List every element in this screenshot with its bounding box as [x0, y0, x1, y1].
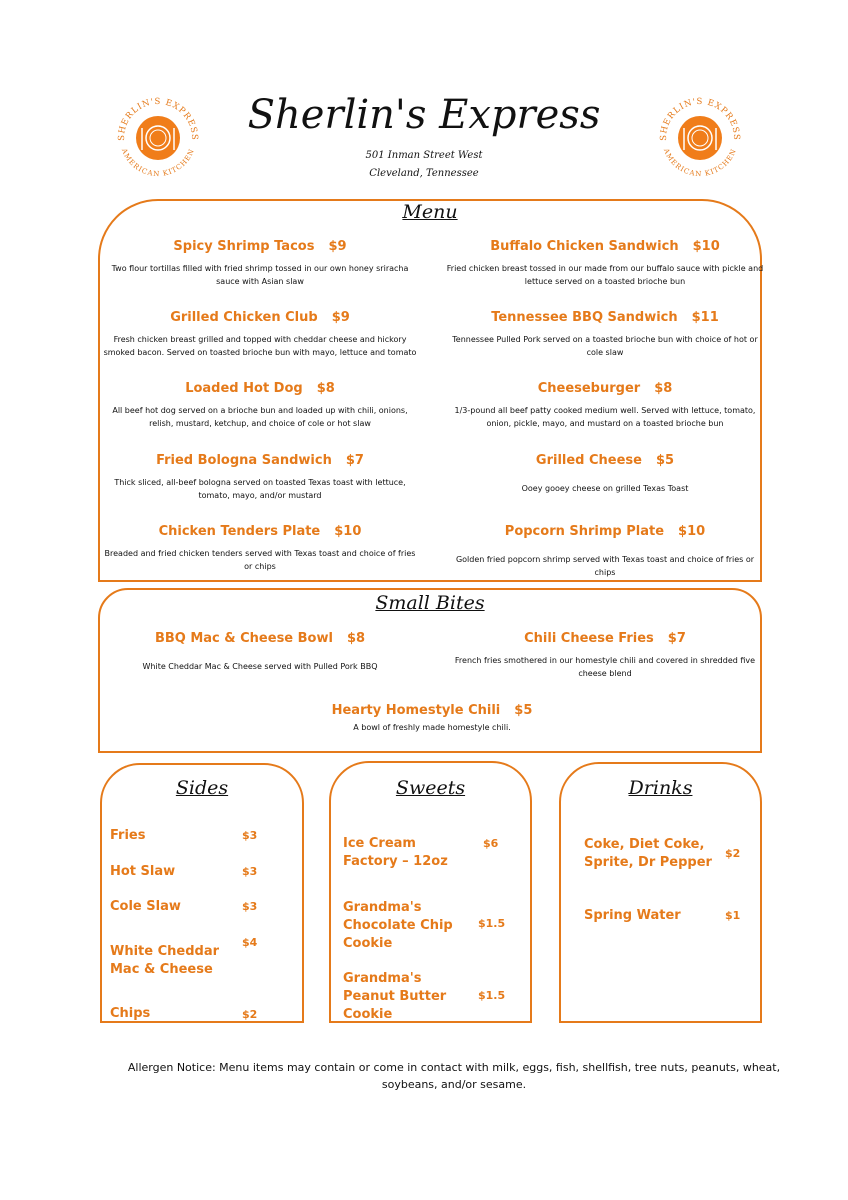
- item-price: $5: [514, 703, 533, 718]
- menu-item: [445, 239, 765, 288]
- logo-bottom-text: AMERICAN KITCHEN: [661, 147, 739, 179]
- side-item-price: $3: [242, 829, 258, 842]
- sweet-item-name: Grandma's Peanut Butter Cookie: [343, 971, 447, 1022]
- menu-item: [100, 310, 420, 359]
- drink-item-name: Spring Water: [584, 908, 681, 923]
- restaurant-title: Sherlin's Express: [247, 92, 601, 138]
- menu-item: [100, 631, 420, 673]
- menu-item-name-line: [100, 310, 420, 325]
- item-price: $10: [678, 524, 706, 539]
- item-description: Two flour tortillas filled with fried shrimp tossed in our own honey sriracha sauce with Asian slaw: [111, 264, 409, 286]
- menu-item: [100, 239, 420, 288]
- item-description: White Cheddar Mac & Cheese served with Pulled Pork BBQ: [142, 662, 378, 671]
- item-description: Tennessee Pulled Pork served on a toasted brioche bun with choice of hot or cole slaw: [452, 335, 758, 357]
- item-price: $10: [692, 239, 720, 254]
- menu-item: [100, 381, 420, 430]
- item-price: $8: [346, 631, 366, 646]
- item-price: $7: [667, 631, 686, 646]
- menu-item-name-line: [100, 381, 420, 396]
- item-name: Tennessee BBQ Sandwich: [491, 310, 678, 325]
- item-price: $11: [691, 310, 719, 325]
- item-price: $5: [656, 453, 675, 468]
- address-line-1: 501 Inman Street West: [365, 150, 483, 161]
- logo-bottom-text: AMERICAN KITCHEN: [119, 147, 197, 179]
- menu-item: [445, 381, 765, 430]
- side-item-name: Fries: [110, 828, 146, 843]
- side-item-price: $3: [242, 865, 258, 878]
- item-description: Fresh chicken breast grilled and topped with cheddar cheese and hickory smoked bacon. Served on toasted brioche bun with mayo, lettuce and tomato: [103, 335, 417, 357]
- menu-item-name-line: [100, 239, 420, 254]
- item-description: Golden fried popcorn shrimp served with Texas toast and choice of fries or chips: [455, 555, 755, 577]
- item-description: Thick sliced, all-beef bologna served on toasted Texas toast with lettuce, tomato, mayo, and/or mustard: [114, 478, 406, 500]
- sweet-item-price: $1.5: [478, 917, 506, 930]
- item-price: $8: [316, 381, 335, 396]
- item-name: Fried Bologna Sandwich: [156, 453, 332, 468]
- side-item-name: Chips: [110, 1006, 151, 1021]
- sweets-section: [329, 761, 532, 1023]
- item-description: French fries smothered in our homestyle chili and covered in shredded five cheese blend: [454, 656, 756, 678]
- menu-item: [100, 703, 764, 734]
- menu-item: [445, 310, 765, 359]
- drink-item-price: $1: [725, 909, 741, 922]
- item-name: Spicy Shrimp Tacos: [173, 239, 315, 254]
- menu-item: [445, 524, 765, 579]
- sweet-item-name: Grandma's Chocolate Chip Cookie: [343, 900, 453, 951]
- side-item-name: White Cheddar Mac & Cheese: [110, 944, 220, 977]
- menu-item-name-line: [100, 524, 420, 539]
- item-name: Buffalo Chicken Sandwich: [490, 239, 679, 254]
- small-bites-title: Small Bites: [375, 592, 485, 614]
- item-description: A bowl of freshly made homestyle chili.: [353, 723, 511, 732]
- item-price: $10: [334, 524, 362, 539]
- item-description: All beef hot dog served on a brioche bun and loaded up with chili, onions, relish, mustard, ketchup, and choice of cole or hot slaw: [112, 406, 408, 428]
- menu-item-name-line: [445, 631, 765, 646]
- item-description: Ooey gooey cheese on grilled Texas Toast: [521, 484, 689, 493]
- menu-section: [98, 199, 762, 582]
- item-price: $7: [345, 453, 364, 468]
- menu-section-title: Menu: [402, 201, 458, 223]
- sweet-item-name: Ice Cream Factory – 12oz: [343, 836, 448, 869]
- item-description: Breaded and fried chicken tenders served with Texas toast and choice of fries or chips: [104, 549, 416, 571]
- side-item-price: $2: [242, 1008, 258, 1021]
- menu-item-name-line: [445, 524, 765, 539]
- allergen-notice: Allergen Notice: Menu items may contain or come in contact with milk, eggs, fish, shellfish, tree nuts, peanuts, wheat, soybeans, and/or sesame.: [127, 1061, 781, 1091]
- sides-section: [100, 763, 304, 1023]
- item-name: Grilled Chicken Club: [170, 310, 318, 325]
- side-item-price: $3: [242, 900, 258, 913]
- menu-item-name-line: [445, 239, 765, 254]
- item-price: $9: [328, 239, 347, 254]
- logo-top-text: SHERLIN'S EXPRESS: [116, 97, 200, 141]
- item-name: Chili Cheese Fries: [524, 631, 654, 646]
- sweets-title: Sweets: [395, 777, 466, 799]
- menu-item-name-line: [445, 453, 765, 468]
- address-line-2: Cleveland, Tennessee: [369, 168, 479, 179]
- menu-item: [445, 453, 765, 495]
- small-bites-section: [98, 588, 762, 753]
- sweet-item-price: $1.5: [478, 989, 506, 1002]
- menu-item: [445, 631, 765, 680]
- item-name: Loaded Hot Dog: [185, 381, 303, 396]
- logo-top-text: SHERLIN'S EXPRESS: [658, 97, 742, 141]
- drink-item-price: $2: [725, 847, 741, 860]
- side-item-name: Hot Slaw: [110, 864, 176, 879]
- item-name: Grilled Cheese: [535, 453, 642, 468]
- menu-item: [100, 524, 420, 573]
- drink-item-name: Coke, Diet Coke, Sprite, Dr Pepper: [584, 837, 712, 870]
- item-name: Popcorn Shrimp Plate: [504, 524, 665, 539]
- side-item-name: Cole Slaw: [110, 899, 181, 914]
- side-item-price: $4: [242, 936, 258, 949]
- item-name: Cheeseburger: [537, 381, 641, 396]
- item-price: $8: [654, 381, 673, 396]
- menu-item-name-line: [100, 703, 764, 718]
- item-name: BBQ Mac & Cheese Bowl: [154, 631, 333, 646]
- item-name: Chicken Tenders Plate: [158, 524, 321, 539]
- item-description: 1/3-pound all beef patty cooked medium well. Served with lettuce, tomato, onion, pickle, mayo, and mustard on a toasted brioche bun: [454, 406, 756, 428]
- menu-item-name-line: [445, 310, 765, 325]
- menu-item-name-line: [100, 631, 420, 646]
- menu-item-name-line: [100, 453, 420, 468]
- item-name: Hearty Homestyle Chili: [331, 703, 501, 718]
- item-description: Fried chicken breast tossed in our made from our buffalo sauce with pickle and lettuce served on a toasted brioche bun: [446, 264, 764, 286]
- sweet-item-price: $6: [483, 837, 499, 850]
- item-price: $9: [331, 310, 350, 325]
- menu-item-name-line: [445, 381, 765, 396]
- drinks-section: [559, 762, 762, 1023]
- sides-title: Sides: [175, 777, 229, 799]
- drinks-title: Drinks: [628, 777, 693, 799]
- menu-item: [100, 453, 420, 502]
